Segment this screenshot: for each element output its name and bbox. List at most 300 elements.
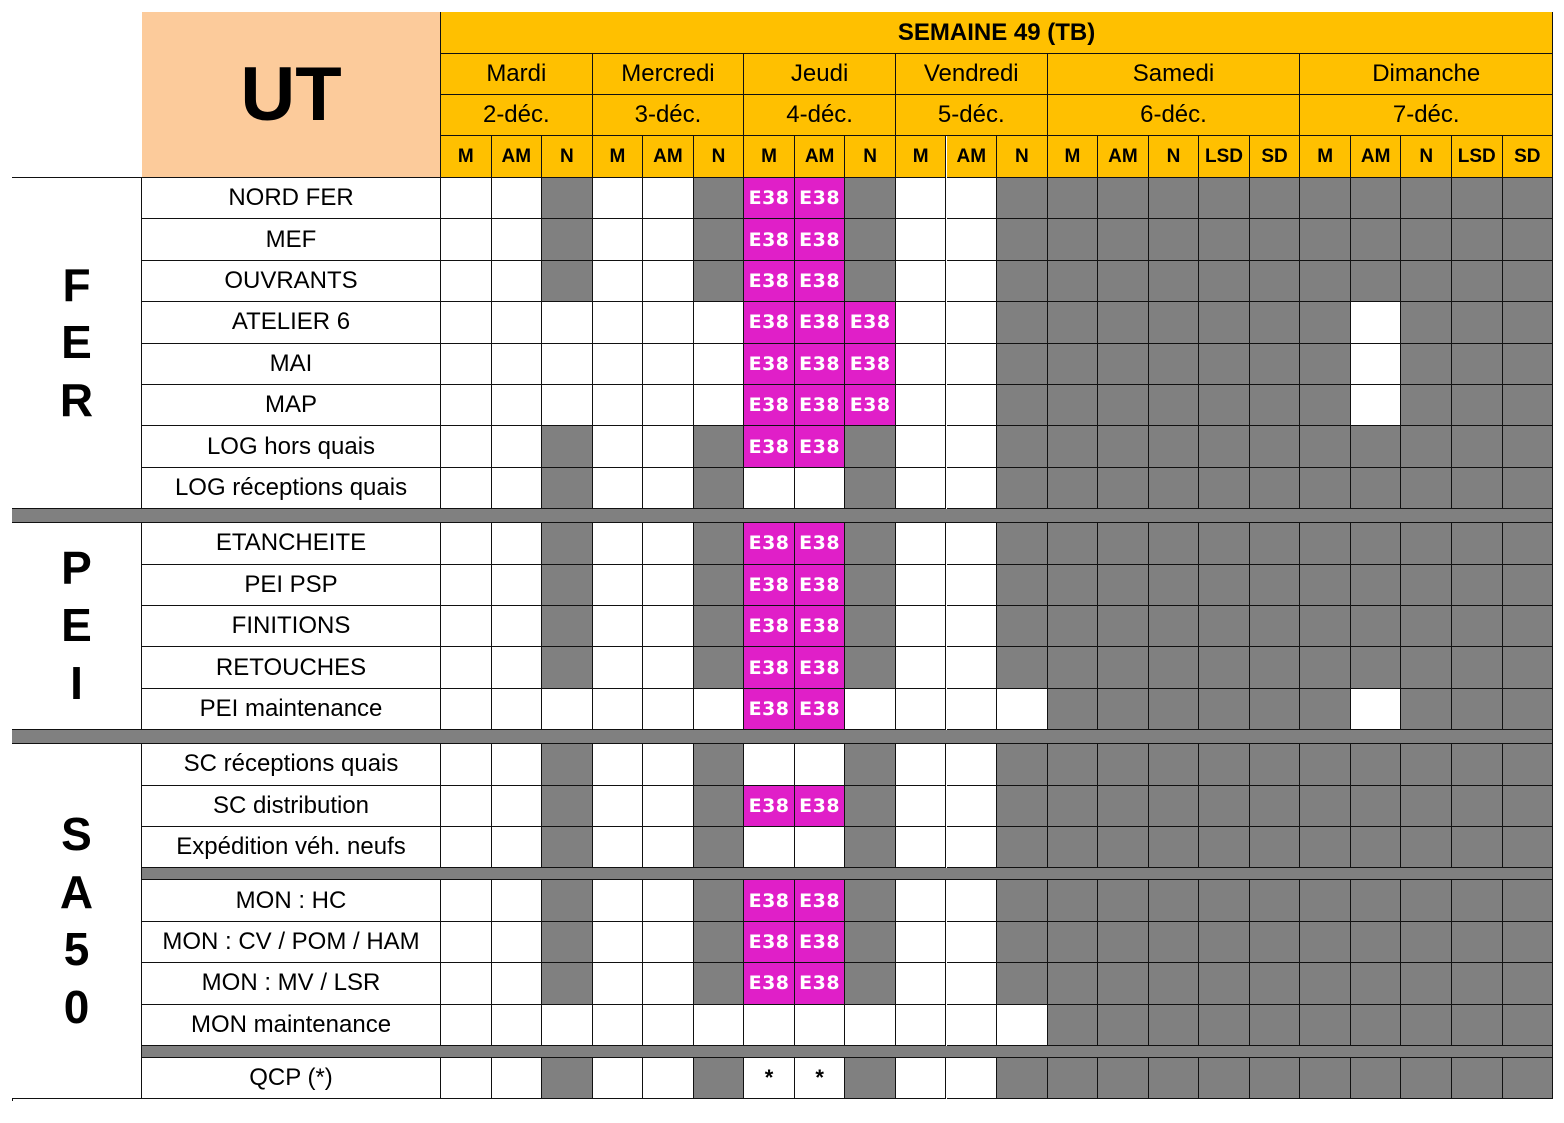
- slot-header: N: [1401, 136, 1452, 178]
- e38-cell: E38: [744, 922, 795, 963]
- closed-cell: [1503, 302, 1554, 343]
- closed-cell: [1452, 565, 1503, 606]
- closed-cell: [997, 1058, 1048, 1099]
- closed-cell: [1351, 1058, 1402, 1099]
- open-cell: [643, 426, 694, 467]
- e38-cell: E38: [744, 219, 795, 260]
- open-cell: [896, 1005, 947, 1046]
- open-cell: [896, 786, 947, 827]
- closed-cell: [542, 523, 593, 564]
- open-cell: [593, 880, 644, 921]
- open-cell: [593, 827, 644, 868]
- slot-header: AM: [795, 136, 846, 178]
- open-cell: [593, 178, 644, 219]
- open-cell: [947, 219, 998, 260]
- open-cell: [744, 468, 795, 509]
- closed-cell: [1401, 523, 1452, 564]
- closed-cell: [694, 1058, 745, 1099]
- day-header: Mercredi: [593, 54, 745, 95]
- group-label: [12, 178, 142, 509]
- closed-cell: [1199, 689, 1250, 730]
- open-cell: [643, 963, 694, 1004]
- row-label: PEI PSP: [142, 565, 441, 606]
- closed-cell: [1199, 385, 1250, 426]
- closed-cell: [1250, 344, 1301, 385]
- closed-cell: [1452, 178, 1503, 219]
- slot-header: SD: [1503, 136, 1554, 178]
- slot-header: AM: [492, 136, 543, 178]
- closed-cell: [1250, 827, 1301, 868]
- closed-cell: [845, 178, 896, 219]
- closed-cell: [845, 219, 896, 260]
- open-cell: [643, 744, 694, 785]
- closed-cell: [1098, 1058, 1149, 1099]
- slot-header: M: [441, 136, 492, 178]
- open-cell: [441, 606, 492, 647]
- group-name: S A 5 0: [59, 808, 94, 1033]
- open-cell: [643, 1005, 694, 1046]
- group-name: P E I: [61, 541, 92, 709]
- day-header: Vendredi: [896, 54, 1048, 95]
- closed-cell: [845, 426, 896, 467]
- closed-cell: [694, 963, 745, 1004]
- closed-cell: [1503, 922, 1554, 963]
- row-label: PEI maintenance: [142, 689, 441, 730]
- closed-cell: [542, 827, 593, 868]
- closed-cell: [694, 261, 745, 302]
- open-cell: [896, 302, 947, 343]
- closed-cell: [1199, 219, 1250, 260]
- open-cell: [593, 606, 644, 647]
- slot-header: SD: [1250, 136, 1301, 178]
- closed-cell: [1250, 606, 1301, 647]
- open-cell: [492, 219, 543, 260]
- open-cell: [896, 426, 947, 467]
- closed-cell: [1351, 219, 1402, 260]
- closed-cell: [1098, 963, 1149, 1004]
- e38-cell: E38: [845, 344, 896, 385]
- e38-cell: E38: [744, 261, 795, 302]
- open-cell: [492, 468, 543, 509]
- open-cell: [795, 744, 846, 785]
- open-cell: [643, 344, 694, 385]
- open-cell: [947, 647, 998, 688]
- e38-cell: E38: [795, 219, 846, 260]
- date-header: 7-déc.: [1300, 95, 1553, 136]
- open-cell: [441, 689, 492, 730]
- e38-cell: E38: [795, 302, 846, 343]
- open-cell: [896, 606, 947, 647]
- closed-cell: [1098, 647, 1149, 688]
- open-cell: [896, 385, 947, 426]
- open-cell: [947, 880, 998, 921]
- closed-cell: [1452, 344, 1503, 385]
- closed-cell: [1048, 689, 1099, 730]
- closed-cell: [997, 219, 1048, 260]
- closed-cell: [1250, 468, 1301, 509]
- row-label: MON : CV / POM / HAM: [142, 922, 441, 963]
- slot-header: AM: [947, 136, 998, 178]
- open-cell: [795, 827, 846, 868]
- closed-cell: [1048, 963, 1099, 1004]
- closed-cell: [1149, 385, 1200, 426]
- e38-cell: E38: [744, 880, 795, 921]
- open-cell: [492, 1058, 543, 1099]
- group-name: F E R: [59, 258, 94, 426]
- closed-cell: [1452, 1058, 1503, 1099]
- closed-cell: [1503, 344, 1554, 385]
- closed-cell: [694, 744, 745, 785]
- closed-cell: [1048, 827, 1099, 868]
- closed-cell: [1452, 744, 1503, 785]
- closed-cell: [1048, 744, 1099, 785]
- closed-cell: [1149, 1005, 1200, 1046]
- closed-cell: [542, 178, 593, 219]
- closed-cell: [845, 523, 896, 564]
- open-cell: [643, 1058, 694, 1099]
- closed-cell: [1149, 565, 1200, 606]
- open-cell: [542, 385, 593, 426]
- week-title: SEMAINE 49 (TB): [441, 12, 1553, 54]
- closed-cell: [1149, 880, 1200, 921]
- open-cell: [947, 827, 998, 868]
- open-cell: [947, 302, 998, 343]
- open-cell: [947, 523, 998, 564]
- closed-cell: [1149, 344, 1200, 385]
- row-label: LOG réceptions quais: [142, 468, 441, 509]
- slot-header: N: [694, 136, 745, 178]
- closed-cell: [1452, 385, 1503, 426]
- closed-cell: [1048, 385, 1099, 426]
- open-cell: [441, 922, 492, 963]
- e38-cell: E38: [744, 385, 795, 426]
- closed-cell: [694, 647, 745, 688]
- open-cell: [643, 302, 694, 343]
- row-label: MEF: [142, 219, 441, 260]
- closed-cell: [1250, 922, 1301, 963]
- open-cell: [441, 880, 492, 921]
- closed-cell: [1351, 786, 1402, 827]
- open-cell: [744, 1005, 795, 1046]
- closed-cell: [1401, 606, 1452, 647]
- closed-cell: [1149, 786, 1200, 827]
- open-cell: [593, 302, 644, 343]
- closed-cell: [1351, 880, 1402, 921]
- slot-header: M: [744, 136, 795, 178]
- closed-cell: [1452, 689, 1503, 730]
- closed-cell: [1149, 261, 1200, 302]
- closed-cell: [1199, 744, 1250, 785]
- open-cell: [441, 1005, 492, 1046]
- closed-cell: [1098, 219, 1149, 260]
- e38-cell: E38: [795, 786, 846, 827]
- slot-header: AM: [1351, 136, 1402, 178]
- e38-cell: E38: [795, 880, 846, 921]
- e38-cell: E38: [744, 689, 795, 730]
- closed-cell: [694, 219, 745, 260]
- open-cell: [441, 261, 492, 302]
- closed-cell: [1351, 606, 1402, 647]
- open-cell: [896, 689, 947, 730]
- open-cell: [947, 468, 998, 509]
- closed-cell: [694, 880, 745, 921]
- closed-cell: [694, 606, 745, 647]
- closed-cell: [997, 261, 1048, 302]
- row-label: Expédition véh. neufs: [142, 827, 441, 868]
- closed-cell: [1300, 385, 1351, 426]
- closed-cell: [1199, 963, 1250, 1004]
- closed-cell: [1098, 880, 1149, 921]
- closed-cell: [694, 827, 745, 868]
- closed-cell: [1098, 786, 1149, 827]
- closed-cell: [997, 880, 1048, 921]
- open-cell: [643, 689, 694, 730]
- closed-cell: [1300, 647, 1351, 688]
- closed-cell: [1401, 1005, 1452, 1046]
- open-cell: [492, 385, 543, 426]
- closed-cell: [1401, 468, 1452, 509]
- closed-cell: [1098, 385, 1149, 426]
- group-label: [12, 523, 142, 730]
- closed-cell: [1351, 1005, 1402, 1046]
- open-cell: [643, 565, 694, 606]
- day-header: Dimanche: [1300, 54, 1553, 95]
- closed-cell: [1401, 963, 1452, 1004]
- open-cell: [492, 261, 543, 302]
- date-header: 6-déc.: [1048, 95, 1301, 136]
- closed-cell: [1503, 1005, 1554, 1046]
- closed-cell: [845, 468, 896, 509]
- open-cell: [947, 565, 998, 606]
- open-cell: [492, 880, 543, 921]
- open-cell: [896, 922, 947, 963]
- row-label: MAP: [142, 385, 441, 426]
- closed-cell: [1149, 963, 1200, 1004]
- closed-cell: [1199, 1058, 1250, 1099]
- closed-cell: [1098, 523, 1149, 564]
- open-cell: [441, 385, 492, 426]
- closed-cell: [1098, 302, 1149, 343]
- open-cell: [492, 689, 543, 730]
- closed-cell: [1149, 744, 1200, 785]
- date-header: 3-déc.: [593, 95, 745, 136]
- open-cell: [1351, 302, 1402, 343]
- closed-cell: [1503, 827, 1554, 868]
- closed-cell: [997, 468, 1048, 509]
- closed-cell: [1503, 565, 1554, 606]
- open-cell: [492, 302, 543, 343]
- closed-cell: [1250, 1058, 1301, 1099]
- closed-cell: [1401, 219, 1452, 260]
- closed-cell: [1250, 689, 1301, 730]
- closed-cell: [1199, 606, 1250, 647]
- closed-cell: [1250, 178, 1301, 219]
- closed-cell: [1048, 1058, 1099, 1099]
- open-cell: [1351, 344, 1402, 385]
- closed-cell: [1149, 647, 1200, 688]
- open-cell: [542, 1005, 593, 1046]
- closed-cell: [997, 744, 1048, 785]
- closed-cell: [1503, 786, 1554, 827]
- closed-cell: [1250, 647, 1301, 688]
- open-cell: [593, 344, 644, 385]
- closed-cell: [542, 1058, 593, 1099]
- closed-cell: [1199, 786, 1250, 827]
- closed-cell: [542, 468, 593, 509]
- open-cell: [492, 647, 543, 688]
- closed-cell: [1503, 219, 1554, 260]
- open-cell: [643, 827, 694, 868]
- closed-cell: [1452, 468, 1503, 509]
- closed-cell: [1149, 1058, 1200, 1099]
- e38-cell: E38: [795, 344, 846, 385]
- open-cell: [492, 565, 543, 606]
- closed-cell: [1401, 880, 1452, 921]
- closed-cell: [845, 922, 896, 963]
- closed-cell: [1452, 426, 1503, 467]
- closed-cell: [1048, 606, 1099, 647]
- open-cell: [643, 880, 694, 921]
- open-cell: [441, 1058, 492, 1099]
- closed-cell: [1503, 606, 1554, 647]
- closed-cell: [1300, 219, 1351, 260]
- slot-header: M: [1300, 136, 1351, 178]
- slot-header: N: [542, 136, 593, 178]
- closed-cell: [1048, 786, 1099, 827]
- star-cell: *: [795, 1058, 846, 1099]
- open-cell: [947, 606, 998, 647]
- open-cell: [593, 1058, 644, 1099]
- closed-cell: [1098, 744, 1149, 785]
- row-label: OUVRANTS: [142, 261, 441, 302]
- e38-cell: E38: [744, 786, 795, 827]
- closed-cell: [1048, 523, 1099, 564]
- closed-cell: [1048, 178, 1099, 219]
- closed-cell: [694, 178, 745, 219]
- closed-cell: [1503, 426, 1554, 467]
- closed-cell: [542, 426, 593, 467]
- open-cell: [593, 786, 644, 827]
- open-cell: [492, 523, 543, 564]
- closed-cell: [845, 565, 896, 606]
- closed-cell: [1149, 922, 1200, 963]
- closed-cell: [1098, 261, 1149, 302]
- open-cell: [947, 1058, 998, 1099]
- closed-cell: [1351, 744, 1402, 785]
- closed-cell: [1300, 178, 1351, 219]
- open-cell: [947, 426, 998, 467]
- closed-cell: [845, 880, 896, 921]
- closed-cell: [1199, 261, 1250, 302]
- open-cell: [947, 1005, 998, 1046]
- closed-cell: [1452, 963, 1503, 1004]
- closed-cell: [1401, 786, 1452, 827]
- open-cell: [643, 606, 694, 647]
- closed-cell: [1149, 178, 1200, 219]
- open-cell: [947, 786, 998, 827]
- closed-cell: [1199, 647, 1250, 688]
- closed-cell: [1149, 827, 1200, 868]
- closed-cell: [1503, 1058, 1554, 1099]
- closed-cell: [1149, 523, 1200, 564]
- open-cell: [643, 385, 694, 426]
- open-cell: [947, 963, 998, 1004]
- e38-cell: E38: [744, 344, 795, 385]
- open-cell: [643, 922, 694, 963]
- open-cell: [1351, 385, 1402, 426]
- open-cell: [542, 689, 593, 730]
- e38-cell: E38: [795, 689, 846, 730]
- closed-cell: [1300, 880, 1351, 921]
- row-label: NORD FER: [142, 178, 441, 219]
- e38-cell: E38: [744, 178, 795, 219]
- closed-cell: [1300, 565, 1351, 606]
- closed-cell: [1401, 426, 1452, 467]
- closed-cell: [694, 468, 745, 509]
- open-cell: [947, 744, 998, 785]
- closed-cell: [1199, 344, 1250, 385]
- open-cell: [845, 1005, 896, 1046]
- e38-cell: E38: [795, 261, 846, 302]
- closed-cell: [1401, 827, 1452, 868]
- closed-cell: [1351, 922, 1402, 963]
- closed-cell: [997, 523, 1048, 564]
- closed-cell: [845, 786, 896, 827]
- row-separator: [142, 868, 1553, 880]
- e38-cell: E38: [795, 178, 846, 219]
- closed-cell: [1098, 827, 1149, 868]
- open-cell: [593, 468, 644, 509]
- closed-cell: [845, 963, 896, 1004]
- group-label: [12, 744, 142, 1099]
- closed-cell: [542, 219, 593, 260]
- open-cell: [896, 178, 947, 219]
- closed-cell: [997, 385, 1048, 426]
- e38-cell: E38: [795, 606, 846, 647]
- open-cell: [694, 689, 745, 730]
- planning-sheet: [12, 12, 1553, 1101]
- closed-cell: [997, 786, 1048, 827]
- open-cell: [947, 261, 998, 302]
- closed-cell: [1300, 689, 1351, 730]
- open-cell: [795, 1005, 846, 1046]
- open-cell: [896, 963, 947, 1004]
- row-label: MON : HC: [142, 880, 441, 921]
- e38-cell: E38: [744, 565, 795, 606]
- closed-cell: [1098, 565, 1149, 606]
- closed-cell: [1098, 426, 1149, 467]
- closed-cell: [997, 827, 1048, 868]
- closed-cell: [1300, 344, 1351, 385]
- closed-cell: [1351, 827, 1402, 868]
- closed-cell: [1149, 606, 1200, 647]
- open-cell: [593, 523, 644, 564]
- open-cell: [593, 219, 644, 260]
- closed-cell: [1199, 922, 1250, 963]
- closed-cell: [1503, 689, 1554, 730]
- closed-cell: [1300, 786, 1351, 827]
- open-cell: [593, 565, 644, 606]
- closed-cell: [997, 302, 1048, 343]
- star-cell: *: [744, 1058, 795, 1099]
- open-cell: [492, 827, 543, 868]
- closed-cell: [1452, 1005, 1503, 1046]
- date-header: 5-déc.: [896, 95, 1048, 136]
- open-cell: [492, 426, 543, 467]
- closed-cell: [542, 786, 593, 827]
- open-cell: [947, 689, 998, 730]
- closed-cell: [1199, 468, 1250, 509]
